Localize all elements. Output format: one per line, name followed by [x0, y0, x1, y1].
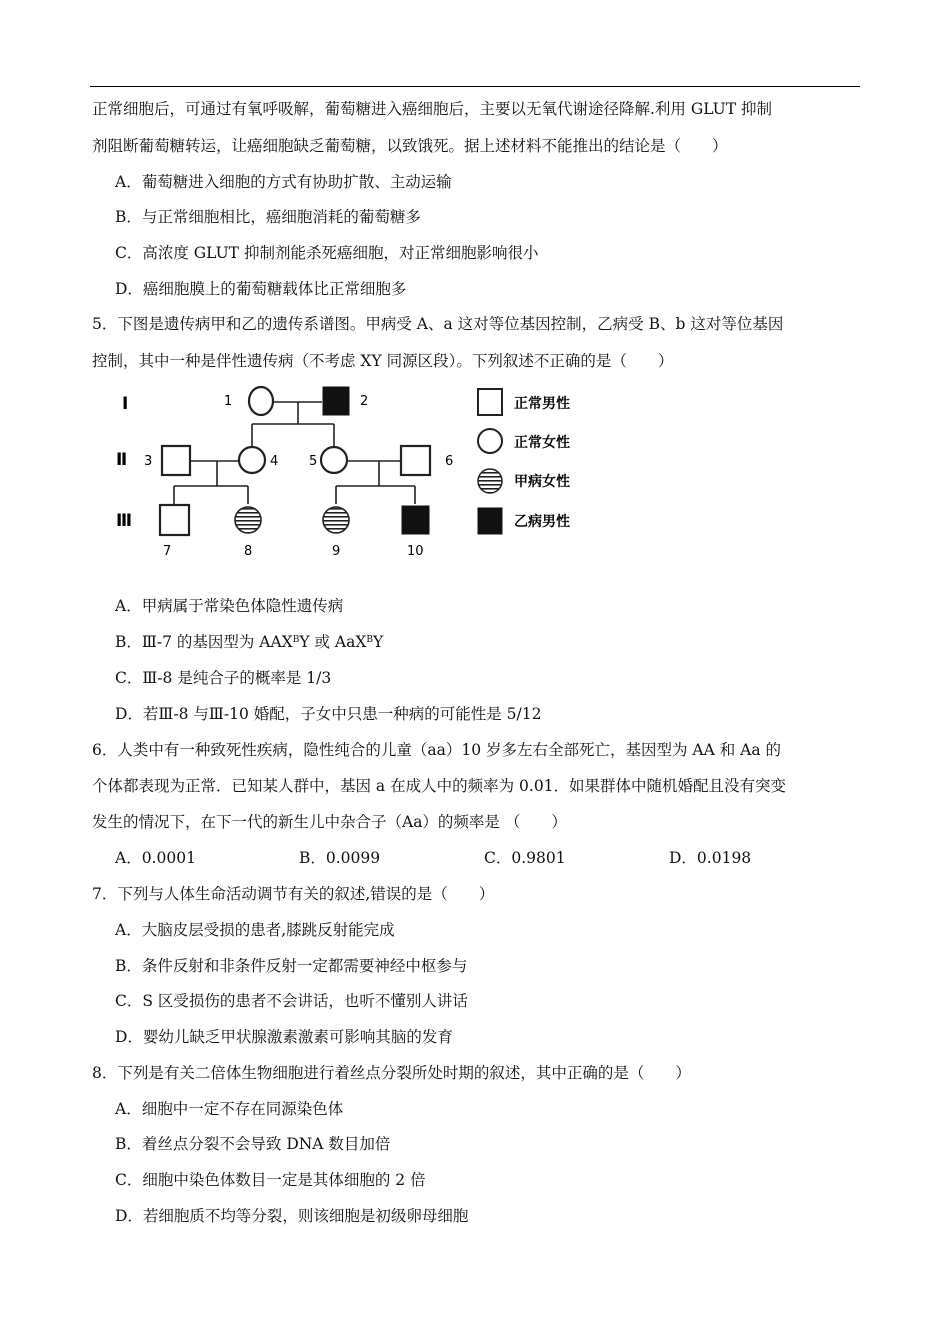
q4-option-a: A．葡萄糖进入细胞的方式有协助扩散、主动运输: [115, 173, 452, 191]
q4-option-b: B．与正常细胞相比，癌细胞消耗的葡萄糖多: [115, 208, 421, 226]
q5-stem-line1: 5．下图是遗传病甲和乙的遗传系谱图。甲病受 A、a 这对等位基因控制，乙病受 B、b 这对等位基因: [92, 315, 784, 333]
q7-option-c: C．S 区受损伤的患者不会讲话，也听不懂别人讲话: [115, 992, 468, 1010]
individual-label-6: 6: [445, 454, 454, 469]
legend-symbol-a-female: [478, 469, 502, 493]
individual-label-8: 8: [244, 544, 253, 559]
generation-label-2: Ⅱ: [116, 450, 128, 470]
q6-option-b: B．0.0099: [299, 849, 381, 867]
q4-option-c: C．高浓度 GLUT 抑制剂能杀死癌细胞，对正常细胞影响很小: [115, 244, 539, 262]
q4-stem-line2: 剂阻断葡萄糖转运，让癌细胞缺乏葡萄糖，以致饿死。据上述材料不能推出的结论是（ ）: [92, 137, 728, 155]
q5-option-b-prefix: B．Ⅲ-7 的基因型为 AAX: [115, 633, 293, 651]
legend-label-b-male: 乙病男性: [514, 514, 570, 530]
q8-stem: 8．下列是有关二倍体生物细胞进行着丝点分裂所处时期的叙述，其中正确的是（ ）: [92, 1064, 691, 1082]
q6-option-c: C．0.9801: [484, 849, 566, 867]
individual-10-affected-male-b: [402, 506, 429, 534]
individual-label-10: 10: [407, 544, 424, 559]
generation-label-3: Ⅲ: [116, 511, 133, 531]
individual-label-3: 3: [144, 454, 153, 469]
q4-option-d: D．癌细胞膜上的葡萄糖载体比正常细胞多: [115, 280, 407, 298]
individual-label-7: 7: [163, 544, 172, 559]
q8-option-b: B．着丝点分裂不会导致 DNA 数目加倍: [115, 1135, 391, 1153]
legend-symbol-normal-female: [478, 429, 502, 453]
q7-option-a: A．大脑皮层受损的患者,膝跳反射能完成: [115, 921, 395, 939]
q5-option-b-mid: Y 或 AaX: [299, 633, 367, 651]
legend-label-a-female: 甲病女性: [514, 474, 570, 490]
q6-option-d: D．0.0198: [669, 849, 752, 867]
individual-label-5: 5: [309, 454, 318, 469]
legend-label-normal-male: 正常男性: [514, 396, 570, 412]
individual-8-affected-female-a: [235, 507, 261, 533]
individual-3-normal-male: [162, 446, 190, 475]
individual-2-affected-male-b: [323, 387, 349, 415]
pedigree-chart: [104, 380, 594, 565]
legend-symbol-normal-male: [478, 389, 502, 415]
q6-options-row: [0, 848, 950, 868]
q6-stem-line1: 6．人类中有一种致死性疾病，隐性纯合的儿童（aa）10 岁多左右全部死亡，基因型为 AA 和 Aa 的: [92, 741, 782, 759]
q4-stem-line1: 正常细胞后，可通过有氧呼吸解，葡萄糖进入癌细胞后，主要以无氧代谢途径降解.利用 GLUT 抑制: [92, 100, 773, 118]
individual-9-affected-female-a: [323, 507, 349, 533]
q8-option-a: A．细胞中一定不存在同源染色体: [115, 1100, 344, 1118]
q6-stem-line3: 发生的情况下，在下一代的新生儿中杂合子（Aa）的频率是 （ ）: [92, 813, 567, 831]
q5-option-c: C．Ⅲ-8 是纯合子的概率是 1/3: [115, 669, 332, 687]
individual-6-normal-male: [401, 446, 430, 475]
pedigree-lines: [174, 402, 415, 504]
q6-stem-line2: 个体都表现为正常．已知某人群中，基因 a 在成人中的频率为 0.01．如果群体中随机婚配且没有突变: [92, 777, 787, 795]
q5-option-b-sup1: B: [292, 635, 300, 645]
q7-option-b: B．条件反射和非条件反射一定都需要神经中枢参与: [115, 957, 468, 975]
q8-option-d: D．若细胞质不均等分裂，则该细胞是初级卵母细胞: [115, 1207, 469, 1225]
q7-option-d: D．婴幼儿缺乏甲状腺激素激素可影响其脑的发育: [115, 1028, 453, 1046]
individual-label-4: 4: [270, 454, 279, 469]
q5-option-b-sup2: B: [366, 635, 374, 645]
q5-option-a: A．甲病属于常染色体隐性遗传病: [115, 597, 344, 615]
legend-label-normal-female: 正常女性: [514, 435, 570, 451]
q5-option-b-suffix: Y: [373, 633, 384, 651]
individual-1-normal-female: [249, 387, 273, 415]
generation-label-1: I: [122, 394, 129, 414]
q6-option-a: A．0.0001: [115, 849, 196, 867]
q5-stem-line2: 控制，其中一种是伴性遗传病（不考虑 XY 同源区段）。下列叙述不正确的是（ ）: [92, 352, 674, 370]
individual-5-normal-female: [321, 447, 347, 473]
header-rule: [90, 86, 860, 87]
q7-stem: 7．下列与人体生命活动调节有关的叙述,错误的是（ ）: [92, 885, 495, 903]
individual-label-2: 2: [360, 394, 369, 409]
q8-option-c: C．细胞中染色体数目一定是其体细胞的 2 倍: [115, 1171, 426, 1189]
legend-symbol-b-male: [478, 508, 502, 534]
individual-4-normal-female: [239, 447, 265, 473]
individual-label-1: 1: [224, 394, 233, 409]
q5-option-d: D．若Ⅲ-8 与Ⅲ-10 婚配，子女中只患一种病的可能性是 5/12: [115, 705, 542, 723]
q5-option-b: [115, 632, 383, 652]
individual-label-9: 9: [332, 544, 341, 559]
individual-7-normal-male: [160, 505, 189, 535]
